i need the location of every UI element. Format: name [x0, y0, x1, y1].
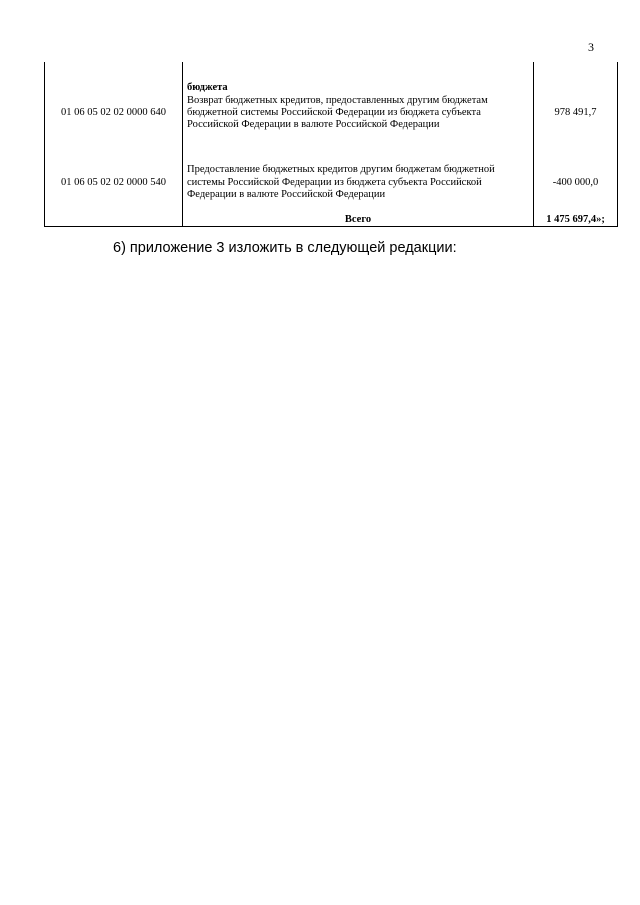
amount-cell — [534, 152, 618, 214]
total-code-cell — [45, 214, 183, 227]
continued-heading-fragment: бюджета — [187, 82, 228, 94]
name-cell — [183, 152, 534, 214]
budget-code: 01 06 05 02 02 0000 640 — [61, 106, 166, 118]
table-row — [45, 152, 618, 214]
total-amount: 1 475 697,4»; — [534, 214, 618, 227]
page-number: 3 — [588, 40, 594, 54]
code-cell — [45, 152, 183, 214]
table-row — [45, 62, 618, 152]
amount-cell — [534, 62, 618, 152]
total-row — [45, 214, 618, 227]
total-label: Всего — [183, 214, 534, 227]
row-amount: 978 491,7 — [554, 106, 597, 118]
row-amount: -400 000,0 — [552, 176, 599, 188]
row-description: Возврат бюджетных кредитов, предоставленных другим бюджетам бюджетной системы Российской Федерации из бюджета субъекта Российской Федерации в валюте Российской Федерации — [187, 94, 488, 131]
row-description: Предоставление бюджетных кредитов другим бюджетам бюджетной системы Российской Федерации из бюджета субъекта Российской Федерации в валюте Российской Федерации — [187, 164, 495, 201]
budget-sources-table — [44, 62, 618, 227]
amendment-paragraph: 6) приложение 3 изложить в следующей редакции: — [113, 240, 457, 256]
name-cell — [183, 62, 534, 152]
code-cell — [45, 62, 183, 152]
budget-code: 01 06 05 02 02 0000 540 — [61, 176, 166, 188]
